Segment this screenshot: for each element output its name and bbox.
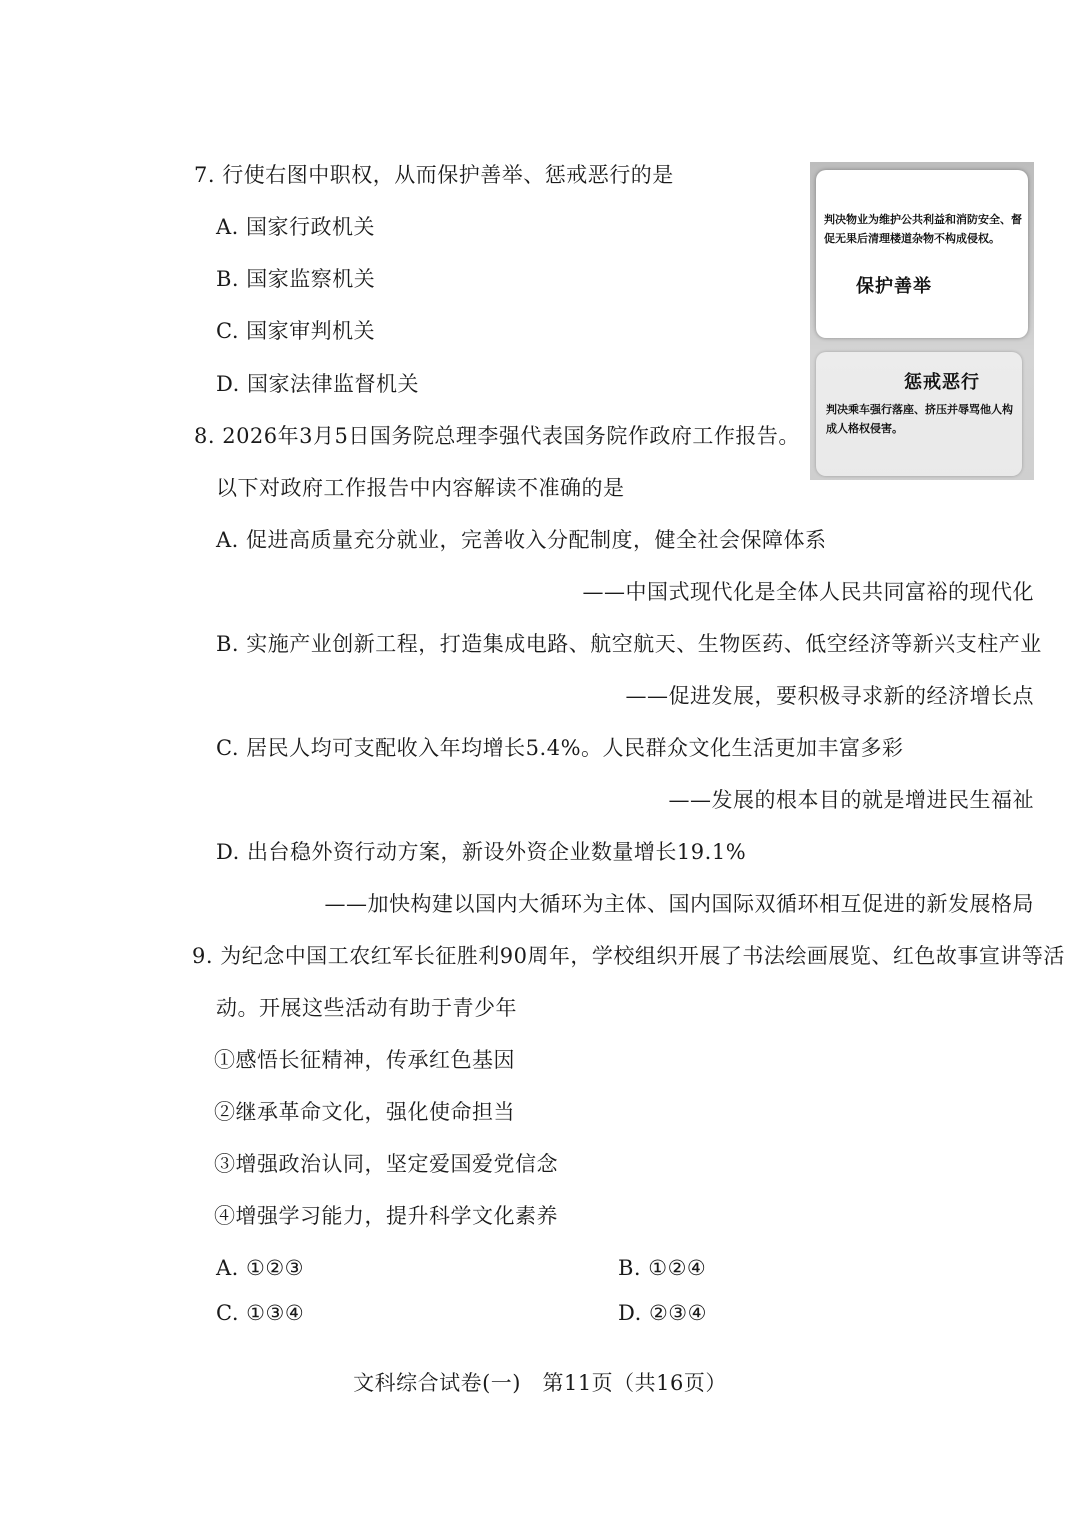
question-7-option-d: D. 国家法律监督机关 — [216, 372, 419, 396]
question-9-stem-line1: 9. 为纪念中国工农红军长征胜利90周年，学校组织开展了书法绘画展览、红色故事宣讲等活 — [192, 944, 1065, 968]
question-8-option-a: A. 促进高质量充分就业，完善收入分配制度，健全社会保障体系 — [216, 528, 827, 552]
question-8-stem-line2: 以下对政府工作报告中内容解读不准确的是 — [216, 476, 625, 500]
question-9-option-b: B. ①②④ — [618, 1256, 707, 1280]
question-9-statement-1: ①感悟长征精神，传承红色基因 — [214, 1048, 515, 1072]
question-9-statement-3: ③增强政治认同，坚定爱国爱党信念 — [214, 1152, 558, 1176]
question-8-option-a-note: ——中国式现代化是全体人民共同富裕的现代化 — [582, 580, 1034, 604]
question-8-option-b-note: ——促进发展，要积极寻求新的经济增长点 — [625, 684, 1034, 708]
card1-heading: 保护善举 — [856, 276, 932, 297]
card2-text: 判决乘车强行落座、挤压并辱骂他人构成人格权侵害。 — [826, 403, 1013, 435]
question-9-statement-4: ④增强学习能力，提升科学文化素养 — [214, 1204, 558, 1228]
card1-text: 判决物业为维护公共利益和消防安全、督促无果后清理楼道杂物不构成侵权。 — [824, 213, 1022, 245]
question-9-stem-line2: 动。开展这些活动有助于青少年 — [216, 996, 517, 1020]
question-8-stem-line1: 8. 2026年3月5日国务院总理李强代表国务院作政府工作报告。 — [194, 424, 800, 448]
court-ruling-figure — [810, 162, 1034, 480]
question-8-option-d-note: ——加快构建以国内大循环为主体、国内国际双循环相互促进的新发展格局 — [324, 892, 1034, 916]
punish-wrongdoing-card — [816, 352, 1022, 476]
page-footer: 文科综合试卷(一) 第11页（共16页） — [353, 1371, 727, 1395]
question-7-option-a: A. 国家行政机关 — [216, 215, 376, 239]
question-8-option-c-note: ——发展的根本目的就是增进民生福祉 — [668, 788, 1034, 812]
card2-heading: 惩戒恶行 — [904, 372, 980, 393]
question-9-option-d: D. ②③④ — [618, 1301, 707, 1325]
question-9-option-c: C. ①③④ — [216, 1301, 305, 1325]
question-8-option-b: B. 实施产业创新工程，打造集成电路、航空航天、生物医药、低空经济等新兴支柱产业 — [216, 632, 1042, 656]
question-8-option-d: D. 出台稳外资行动方案，新设外资企业数量增长19.1% — [216, 840, 747, 864]
question-7-stem: 7. 行使右图中职权，从而保护善举、惩戒恶行的是 — [194, 163, 674, 187]
question-9-statement-2: ②继承革命文化，强化使命担当 — [214, 1100, 515, 1124]
protect-good-deeds-card — [816, 170, 1028, 338]
question-7-option-b: B. 国家监察机关 — [216, 267, 376, 291]
question-7-option-c: C. 国家审判机关 — [216, 319, 376, 343]
question-9-option-a: A. ①②③ — [216, 1256, 304, 1280]
question-8-option-c: C. 居民人均可支配收入年均增长5.4%。人民群众文化生活更加丰富多彩 — [216, 736, 904, 760]
